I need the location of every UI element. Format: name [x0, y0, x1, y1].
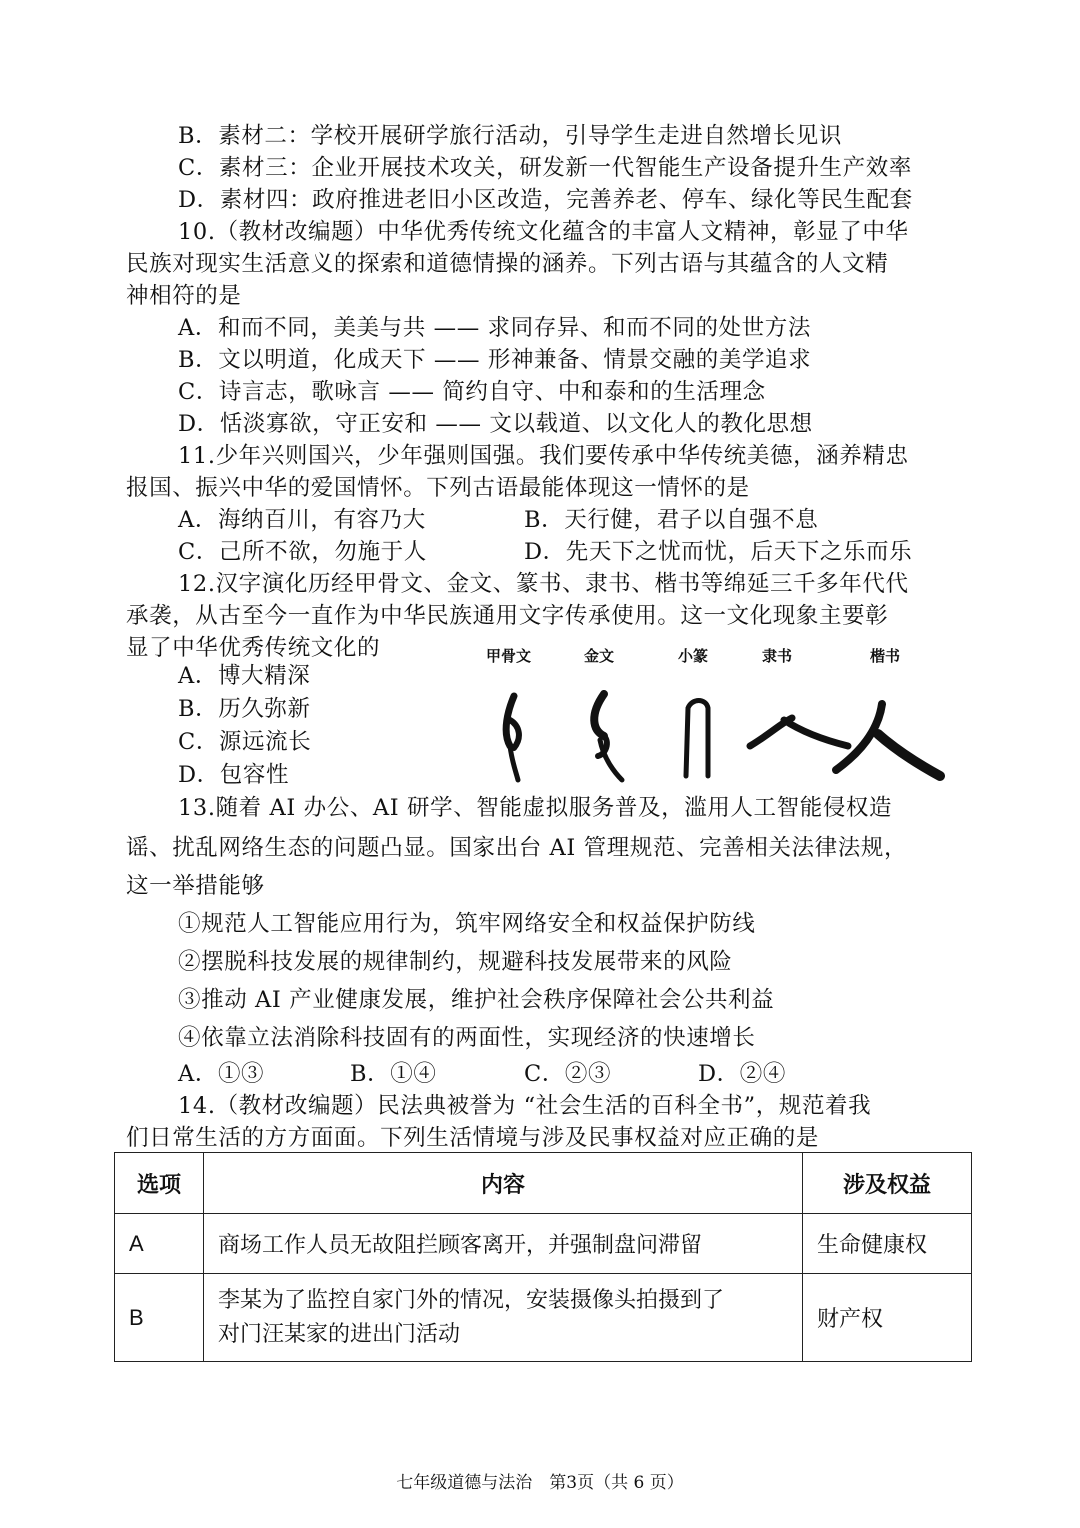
q10-option-b: B．文以明道，化成天下 —— 形神兼备、情景交融的美学追求 — [178, 347, 812, 373]
row-b-content — [204, 1274, 803, 1362]
row-a-rights: 生命健康权 — [803, 1214, 972, 1274]
q9-option-d: D．素材四：政府推进老旧小区改造，完善养老、停车、绿化等民生配套 — [178, 187, 913, 213]
row-b-content-line2: 对门汪某家的进出门活动 — [218, 1321, 461, 1347]
script-label-regular: 楷书 — [870, 647, 901, 665]
oracle-bone-ren-glyph — [506, 696, 519, 780]
q12-stem-line3: 显了中华优秀传统文化的 — [126, 635, 381, 661]
q13-option-b: B．①④ — [350, 1061, 437, 1087]
q13-item-1: ①规范人工智能应用行为，筑牢网络安全和权益保护防线 — [178, 911, 756, 937]
q13-option-c: C．②③ — [524, 1061, 612, 1087]
q13-item-4: ④依靠立法消除科技固有的两面性，实现经济的快速增长 — [178, 1025, 756, 1051]
q11-option-c: C．己所不欲，勿施于人 — [178, 539, 427, 565]
q10-option-d: D．恬淡寡欲，守正安和 —— 文以载道、以文化人的教化思想 — [178, 411, 813, 437]
q14-stem-line2: 们日常生活的方方面面。下列生活情境与涉及民事权益对应正确的是 — [126, 1125, 820, 1151]
q10-stem-line3: 神相符的是 — [126, 283, 242, 309]
q11-option-b: B．天行健，君子以自强不息 — [524, 507, 819, 533]
row-a-option: A — [115, 1214, 204, 1274]
q13-stem-line3: 这一举措能够 — [126, 873, 265, 899]
row-b-option: B — [115, 1274, 204, 1362]
table-row — [115, 1214, 972, 1274]
script-label-seal: 小篆 — [678, 647, 709, 665]
header-option: 选项 — [115, 1153, 204, 1214]
q10-stem-line1: 10.（教材改编题）中华优秀传统文化蕴含的丰富人文精神，彰显了中华 — [178, 219, 909, 245]
bronze-ren-glyph — [594, 694, 622, 780]
q12-option-a: A．博大精深 — [178, 663, 311, 689]
q13-item-2: ②摆脱科技发展的规律制约，规避科技发展带来的风险 — [178, 949, 733, 975]
q9-option-b: B．素材二：学校开展研学旅行活动，引导学生走进自然增长见识 — [178, 123, 842, 149]
q10-stem-line2: 民族对现实生活意义的探索和道德情操的涵养。下列古语与其蕴含的人文精 — [126, 251, 889, 277]
q12-option-c: C．源远流长 — [178, 729, 312, 755]
q11-option-a: A．海纳百川，有容乃大 — [178, 507, 426, 533]
script-label-oracle: 甲骨文 — [486, 647, 532, 665]
q12-option-b: B．历久弥新 — [178, 696, 311, 722]
q13-option-a: A．①③ — [178, 1061, 265, 1087]
header-content: 内容 — [204, 1153, 803, 1214]
q14-stem-line1: 14.（教材改编题）民法典被誉为 “社会生活的百科全书”，规范着我 — [178, 1093, 872, 1119]
q10-option-c: C．诗言志，歌咏言 —— 简约自守、中和泰和的生活理念 — [178, 379, 766, 405]
q13-item-3: ③推动 AI 产业健康发展，维护社会秩序保障社会公共利益 — [178, 987, 775, 1013]
script-label-clerical: 隶书 — [762, 647, 793, 665]
q10-option-a: A．和而不同，美美与共 —— 求同存异、和而不同的处世方法 — [178, 315, 811, 341]
table-header-row — [115, 1153, 972, 1214]
table-row — [115, 1274, 972, 1362]
q11-stem-line1: 11.少年兴则国兴，少年强则国强。我们要传承中华传统美德，涵养精忠 — [178, 443, 909, 469]
q13-stem-line2: 谣、扰乱网络生态的问题凸显。国家出台 AI 管理规范、完善相关法律法规， — [126, 835, 908, 861]
q12-stem-line1: 12.汉字演化历经甲骨文、金文、篆书、隶书、楷书等绵延三千多年代代 — [178, 571, 909, 597]
header-rights: 涉及权益 — [803, 1153, 972, 1214]
q12-option-d: D．包容性 — [178, 762, 290, 788]
page-footer: 七年级道德与法治 第3页（共 6 页） — [396, 1473, 684, 1493]
q13-option-d: D．②④ — [698, 1061, 786, 1087]
q13-stem-line1: 13.随着 AI 办公、AI 研学、智能虚拟服务普及，滥用人工智能侵权造 — [178, 795, 893, 821]
script-label-bronze: 金文 — [584, 647, 615, 665]
clerical-ren-glyph — [750, 718, 848, 746]
script-evolution-figure — [480, 680, 950, 790]
q12-stem-line2: 承袭，从古至今一直作为中华民族通用文字传承使用。这一文化现象主要彰 — [126, 603, 889, 629]
q11-option-d: D．先天下之忧而忧，后天下之乐而乐 — [524, 539, 913, 565]
q11-stem-line2: 报国、振兴中华的爱国情怀。下列古语最能体现这一情怀的是 — [126, 475, 750, 501]
row-b-content-line1: 李某为了监控自家门外的情况，安装摄像头拍摄到了 — [218, 1287, 725, 1313]
regular-ren-glyph — [836, 704, 940, 776]
seal-ren-glyph — [686, 701, 708, 777]
q9-option-c: C．素材三：企业开展技术攻关，研发新一代智能生产设备提升生产效率 — [178, 155, 912, 181]
q14-options-table — [114, 1152, 972, 1362]
row-b-rights: 财产权 — [803, 1274, 972, 1362]
row-a-content: 商场工作人员无故阻拦顾客离开，并强制盘问滞留 — [204, 1214, 803, 1274]
